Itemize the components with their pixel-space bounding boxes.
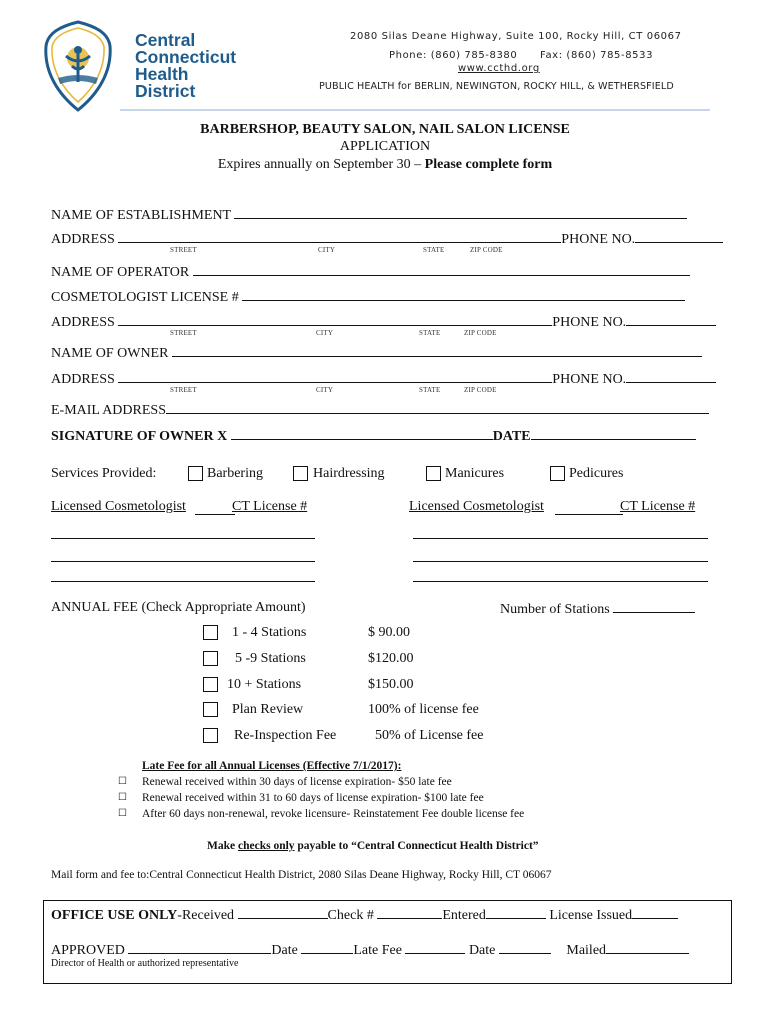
brand-name-line3: Health [135,64,189,84]
late-fee-bullet-icon: ☐ [118,776,127,787]
fee-item-amount: $ 90.00 [368,625,410,640]
fee-item-name: 10 + Stations [227,677,302,692]
form-expiry-note [0,157,770,173]
state-sub: STATE [419,386,441,394]
operator-address-field[interactable] [118,313,552,326]
establishment-field[interactable] [234,206,687,219]
brand-name-line2: Connecticut [135,47,237,67]
zip-sub: ZIP CODE [464,386,497,394]
establishment-phone-field[interactable] [635,230,723,243]
stations-row [500,600,695,618]
fee-1-4-stations-checkbox[interactable] [203,625,218,640]
hairdressing-label: Hairdressing [313,466,385,481]
stations-field[interactable] [613,600,695,613]
mail-instructions: Mail form and fee to:Central Connecticut Health District, 2080 Silas Deane Highway, Rocky Hill, CT 06067 [51,869,552,881]
mailed-label: Mailed [566,943,607,958]
fee-item-name: 5 -9 Stations [235,651,306,666]
entered-field[interactable] [486,906,546,919]
owner-phone-field[interactable] [626,370,716,383]
entered-label: Entered [442,908,486,923]
phone-label: PHONE NO. [561,232,636,247]
checks-only: checks only [237,840,295,852]
cosmetologist-license-label: COSMETOLOGIST LICENSE # [51,290,239,305]
licensee-col1-name-header: Licensed Cosmetologist [51,499,186,514]
check-label: Check # [327,908,374,923]
operator-label: NAME OF OPERATOR [51,265,190,280]
licensee-entry-line[interactable] [51,561,315,562]
fee-item-amount: $120.00 [368,651,414,666]
street-sub: STREET [170,329,197,337]
email-label: E-MAIL ADDRESS [51,403,166,418]
licensee-col1-underline [195,514,235,515]
check-field[interactable] [377,906,442,919]
late-fee-label: Late Fee [353,943,402,958]
received-label: -Received [177,908,235,923]
form-subtitle: APPLICATION [339,139,431,154]
date-label: DATE [492,429,531,444]
mailed-field[interactable] [606,941,689,954]
late-fee-item: Renewal received within 31 to 60 days of license expiration- $100 late fee [142,792,484,804]
address-label: ADDRESS [51,372,115,387]
city-sub: CITY [316,386,334,394]
establishment-label: NAME OF ESTABLISHMENT [51,208,231,223]
manicures-checkbox[interactable] [426,466,441,481]
licensee-col2-underline [555,514,623,515]
street-sub: STREET [170,386,197,394]
establishment-address-row [51,230,723,248]
manicures-label: Manicures [445,466,505,481]
operator-phone-field[interactable] [626,313,716,326]
licensee-entry-line[interactable] [413,561,708,562]
late-fee-item: After 60 days non-renewal, revoke licensure- Reinstatement Fee double license fee [142,808,525,820]
payable-note [207,840,539,852]
pedicures-checkbox[interactable] [550,466,565,481]
approved-field[interactable] [128,941,271,954]
annual-fee-label: ANNUAL FEE (Check Appropriate Amount) [51,600,306,615]
header-address: 2080 Silas Deane Highway, Suite 100, Rocky Hill, CT 06067 [350,31,682,42]
licensee-entry-line[interactable] [51,581,315,582]
licensee-col2-name-header: Licensed Cosmetologist [409,499,544,514]
brand-name-line1: Central [135,30,196,50]
license-issued-label: License Issued [549,908,633,923]
expiry-text: Expires annually on September 30 – [217,157,425,172]
hairdressing-checkbox[interactable] [293,466,308,481]
services-label: Services Provided: [51,466,157,481]
owner-row [51,344,702,362]
barbering-checkbox[interactable] [188,466,203,481]
fee-5-9-stations-checkbox[interactable] [203,651,218,666]
fee-item-amount: 50% of License fee [375,728,484,743]
late-fee-heading: Late Fee for all Annual Licenses (Effective 7/1/2017): [142,760,402,772]
fee-reinspection-checkbox[interactable] [203,728,218,743]
licensee-col1-license-header: CT License # [232,499,308,514]
header-rule [120,109,710,111]
office-date-field[interactable] [301,941,353,954]
office-date2-field[interactable] [499,941,551,954]
street-sub: STREET [170,246,197,254]
form-title: BARBERSHOP, BEAUTY SALON, NAIL SALON LICENSE [200,122,570,137]
signature-label: SIGNATURE OF OWNER X [51,429,228,444]
header-tagline: PUBLIC HEALTH for BERLIN, NEWINGTON, ROCKY HILL, & WETHERSFIELD [319,81,674,92]
office-date2-label: Date [468,943,496,958]
operator-row [51,263,690,281]
payable-post: payable to “Central Connecticut Health District” [294,840,539,852]
licensee-entry-line[interactable] [51,538,315,539]
signature-date-field[interactable] [531,427,696,440]
owner-address-row [51,370,716,388]
payable-pre: Make [207,840,238,852]
office-use-title: OFFICE USE ONLY [51,908,178,923]
operator-field[interactable] [193,263,690,276]
signature-row [51,427,696,445]
late-fee-bullet-icon: ☐ [118,808,127,819]
director-note: Director of Health or authorized representative [51,958,239,969]
office-date-label: Date [271,943,298,958]
license-issued-field[interactable] [632,906,678,919]
fee-item-name: Plan Review [232,702,304,717]
owner-label: NAME OF OWNER [51,346,169,361]
state-sub: STATE [419,329,441,337]
complete-form-text: Please complete form [424,157,553,172]
signature-field[interactable] [231,427,493,440]
address-label: ADDRESS [51,232,115,247]
fee-item-name: Re-Inspection Fee [234,728,337,743]
barbering-label: Barbering [207,466,263,481]
licensee-col2-license-header: CT License # [620,499,696,514]
pedicures-label: Pedicures [569,466,624,481]
state-sub: STATE [423,246,445,254]
office-use-row1 [51,906,678,924]
approved-label: APPROVED [51,943,125,958]
fee-plan-review-checkbox[interactable] [203,702,218,717]
stations-label: Number of Stations [500,602,610,617]
late-fee-field[interactable] [405,941,465,954]
office-use-row2 [51,941,689,959]
district-logo [44,20,112,112]
header-website[interactable]: www.ccthd.org [458,63,540,74]
licensee-entry-line[interactable] [413,581,708,582]
address-label: ADDRESS [51,315,115,330]
fee-item-name: 1 - 4 Stations [232,625,307,640]
licensee-entry-line[interactable] [413,538,708,539]
cosmetologist-license-row [51,288,685,306]
fee-10-plus-stations-checkbox[interactable] [203,677,218,692]
phone-label: PHONE NO. [552,372,627,387]
email-row [51,401,709,419]
operator-address-row [51,313,716,331]
owner-address-field[interactable] [118,370,552,383]
city-sub: CITY [318,246,336,254]
late-fee-bullet-icon: ☐ [118,792,127,803]
header-phone-fax: Phone: (860) 785-8380 Fax: (860) 785-8533 [389,50,654,61]
city-sub: CITY [316,329,334,337]
fee-item-amount: 100% of license fee [368,702,479,717]
cosmetologist-license-field[interactable] [242,288,685,301]
zip-sub: ZIP CODE [470,246,503,254]
establishment-row [51,206,687,224]
brand-name-line4: District [135,81,196,101]
email-field[interactable] [166,401,709,414]
phone-label: PHONE NO. [552,315,627,330]
late-fee-item: Renewal received within 30 days of license expiration- $50 late fee [142,776,452,788]
fee-item-amount: $150.00 [368,677,414,692]
received-field[interactable] [238,906,328,919]
establishment-address-field[interactable] [118,230,561,243]
zip-sub: ZIP CODE [464,329,497,337]
owner-field[interactable] [172,344,702,357]
